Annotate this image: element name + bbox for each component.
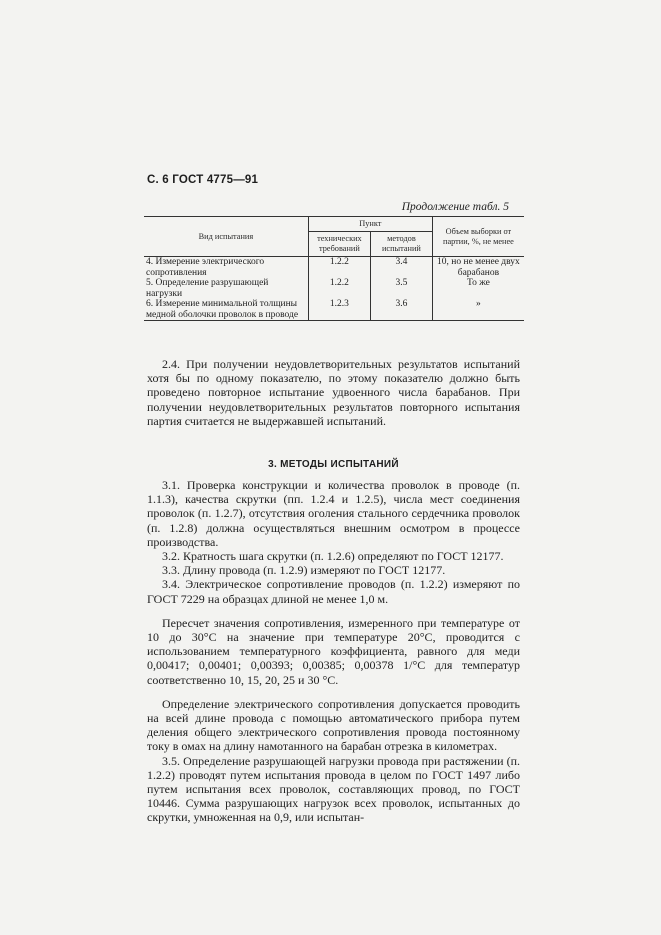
col-header-test-methods: методов испытаний xyxy=(371,232,433,257)
test-table xyxy=(144,216,524,321)
table-row xyxy=(144,299,524,321)
table-continuation-caption: Продолжение табл. 5 xyxy=(401,201,509,213)
col-header-technical-req: технических требований xyxy=(308,232,370,257)
paragraph-resistance-definition: Определение электрического сопротивления допускается проводить на всей длине провода с помощью автоматического прибора путем деления общего электрического сопротивления провода постоянному току в омах на длину намотанного на барабан отрезка в километрах. xyxy=(147,696,520,754)
paragraph-recalculation: Пересчет значения сопротивления, измеренного при температуре от 10 до 30°С на значение при температуре 20°С, проводится с использованием температурного коэффициента, равного для меди 0,00417; 0,00401; 0,00393; 0,00385; 0,00378 1/°С для температур соответственно 10, 15, 20, 25 и 30 °С. xyxy=(147,615,520,687)
col-header-clause: Пункт xyxy=(308,217,432,232)
table-row xyxy=(144,257,524,279)
paragraph-3-1: 3.1. Проверка конструкции и количества проволок в проводе (п. 1.1.3), качества скрутки (пп. 1.2.4 и 1.2.5), числа мест соединения проволок (п. 1.2.7), отсутствия оголения стального сердечника проволок (п. 1.2.8) должна осуществляться внешним осмотром в процессе производства. xyxy=(147,478,520,549)
page-header: С. 6 ГОСТ 4775—91 xyxy=(147,174,259,186)
col-header-test-type: Вид испытания xyxy=(144,217,308,257)
row-method-clause: 3.5 xyxy=(371,278,433,299)
table-row xyxy=(144,278,524,299)
paragraph-3-4: 3.4. Электрическое сопротивление проводов (п. 1.2.2) измеряют по ГОСТ 7229 на образцах длиной не менее 1,0 м. xyxy=(147,577,520,606)
clause-2-4-block xyxy=(147,357,520,428)
section-3-body xyxy=(147,478,520,825)
paragraph-2-4: 2.4. При получении неудовлетворительных результатов испытаний хотя бы по одному показателю, по этому показателю должно быть проведено повторное испытание удвоенного числа барабанов. При получении неудовлетворительных результатов повторного испытания партия считается не выдержавшей испытаний. xyxy=(147,357,520,428)
section-title: 3. МЕТОДЫ ИСПЫТАНИЙ xyxy=(268,459,399,470)
row-tech-clause: 1.2.3 xyxy=(308,299,370,321)
row-sample-volume: » xyxy=(432,299,524,321)
row-sample-volume: 10, но не менее двух барабанов xyxy=(432,257,524,279)
row-tech-clause: 1.2.2 xyxy=(308,278,370,299)
row-method-clause: 3.6 xyxy=(371,299,433,321)
row-test-name: 4. Измерение электрического сопротивления xyxy=(146,257,265,278)
row-tech-clause: 1.2.2 xyxy=(308,257,370,279)
paragraph-3-5: 3.5. Определение разрушающей нагрузки провода при растяжении (п. 1.2.2) проводят путем испытания провода в целом по ГОСТ 1497 либо путем испытания всех проволок, составляющих провод, по ГОСТ 10446. Сумма разрушающих нагрузок всех проволок, испытанных до скрутки, умноженная на 0,9, или испытан- xyxy=(147,753,520,825)
paragraph-3-2: 3.2. Кратность шага скрутки (п. 1.2.6) определяют по ГОСТ 12177. xyxy=(162,549,504,564)
paragraph-3-3: 3.3. Длину провода (п. 1.2.9) измеряют по ГОСТ 12177. xyxy=(162,563,446,578)
row-sample-volume: То же xyxy=(432,278,524,299)
row-test-name: 5. Определение разрушающей нагрузки xyxy=(146,278,269,299)
col-header-sample-volume: Объем выборки от партии, %, не менее xyxy=(432,217,524,257)
row-test-name: 6. Измерение минимальной толщины медной оболочки проволок в проводе xyxy=(144,299,308,321)
row-method-clause: 3.4 xyxy=(371,257,433,279)
